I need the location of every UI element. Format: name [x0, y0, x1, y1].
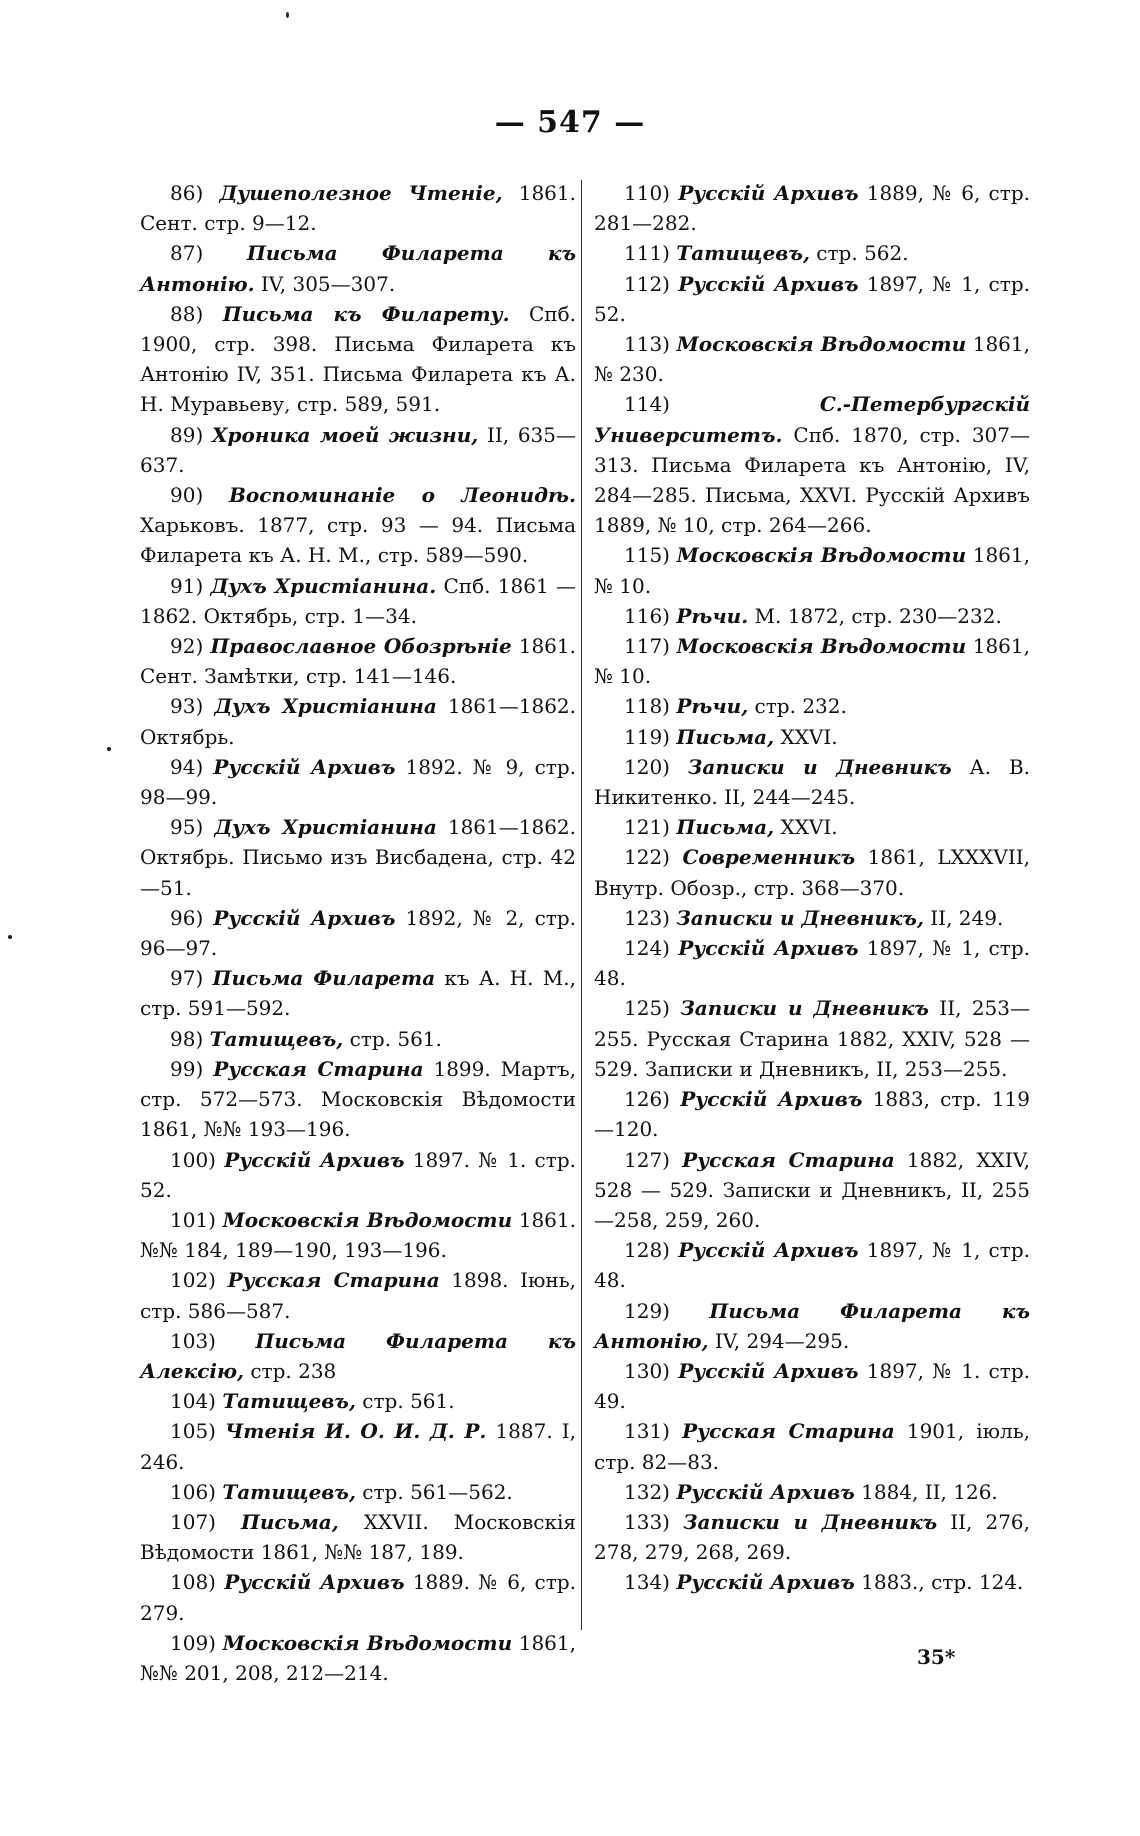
footnote-entry: 92) Православное Обозрѣніе 1861. Сент. Замѣтки, стр. 141—146.	[140, 634, 576, 689]
footnote-entry: 126) Русскій Архивъ 1883, стр. 119—120.	[594, 1087, 1030, 1142]
footnote-entry: 111) Татищевъ, стр. 562.	[624, 241, 909, 266]
footnote-entry: 94) Русскій Архивъ 1892. № 9, стр. 98—99.	[140, 754, 577, 810]
footnote-entry: 107) Письма, XXVII. Московскія Вѣдомости 1861, №№ 187, 189.	[140, 1509, 576, 1565]
footnote-entry: 96) Русскій Архивъ 1892, № 2, стр. 96—97.	[140, 905, 577, 961]
footnote-entry: 99) Русская Старина 1899. Мартъ, стр. 572—573. Московскія Вѣдомости 1861, №№ 193—196.	[140, 1056, 577, 1142]
footnote-entry: 93) Духъ Христіанина 1861—1862. Октябрь.	[140, 694, 577, 749]
notes-right-column	[594, 178, 1030, 1598]
footnote-entry: 90) Воспоминаніе о Леонидѣ. Харьковъ. 1877, стр. 93 — 94. Письма Филарета къ А. Н. М., стр. 589—590.	[140, 483, 576, 568]
footnote-entry: 124) Русскій Архивъ 1897, № 1, стр. 48.	[594, 936, 1030, 991]
footnote-entry: 89) Хроника моей жизни, II, 635—637.	[140, 422, 577, 477]
footnote-entry: 116) Рѣчи. М. 1872, стр. 230—232.	[624, 603, 1002, 628]
footnote-entry: 118) Рѣчи, стр. 232.	[624, 694, 847, 719]
printer-signature-mark: 35*	[917, 1645, 956, 1669]
footnote-entry: 105) Чтенія И. О. И. Д. Р. 1887. I, 246.	[140, 1419, 576, 1474]
footnote-entry: 87) Письма Филарета къ Антонію. IV, 305—307.	[140, 241, 576, 296]
page-number: — 547 —	[494, 105, 646, 140]
footnote-entry: 91) Духъ Христіанина. Спб. 1861 —1862. Октябрь, стр. 1—34.	[140, 573, 576, 628]
footnote-entry: 113) Московскія Вѣдомости 1861, № 230.	[594, 332, 1030, 387]
footnote-entry: 131) Русская Старина 1901, іюль, стр. 82—83.	[594, 1419, 1031, 1474]
footnote-entry: 125) Записки и Дневникъ II, 253—255. Русская Старина 1882, XXIV, 528 — 529. Записки и Дневникъ, II, 253—255.	[594, 996, 1030, 1081]
footnote-entry: 86) Душеполезное Чтеніе, 1861. Сент. стр. 9—12.	[140, 181, 576, 236]
footnote-entry: 130) Русскій Архивъ 1897, № 1. стр. 49.	[594, 1358, 1030, 1414]
footnote-entry: 97) Письма Филарета къ А. Н. М., стр. 591—592.	[140, 966, 576, 1021]
footnote-entry: 106) Татищевъ, стр. 561—562.	[170, 1479, 513, 1504]
footnote-entry: 88) Письма къ Филарету. Спб. 1900, стр. 398. Письма Филарета къ Антонію IV, 351. Письма Филарета къ А. Н. Муравьеву, стр. 589, 591.	[140, 301, 577, 417]
footnote-entry: 120) Записки и Дневникъ А. В. Никитенко. II, 244—245.	[594, 754, 1031, 810]
footnote-entry: 132) Русскій Архивъ 1884, II, 126.	[624, 1479, 998, 1504]
footnote-entry: 129) Письма Филарета къ Антонію, IV, 294—295.	[594, 1298, 1031, 1353]
print-speck	[8, 935, 12, 939]
footnote-entry: 133) Записки и Дневникъ II, 276, 278, 279, 268, 269.	[594, 1509, 1031, 1565]
footnote-entry: 109) Московскія Вѣдомости 1861, №№ 201, 208, 212—214.	[140, 1630, 576, 1685]
footnote-entry: 100) Русскій Архивъ 1897. № 1. стр. 52.	[140, 1147, 576, 1202]
footnote-entry: 115) Московскія Вѣдомости 1861, № 10.	[594, 543, 1030, 598]
footnote-entry: 102) Русская Старина 1898. Іюнь, стр. 586—587.	[140, 1268, 577, 1323]
column-divider	[581, 180, 582, 1630]
footnote-entry: 114) С.-Петербургскій Университетъ. Спб. 1870, стр. 307—313. Письма Филарета къ Антонію, IV, 284—285. Письма, XXVI. Русскій Архивъ 1889, № 10, стр. 264—266.	[594, 392, 1030, 538]
footnote-entry: 123) Записки и Дневникъ, II, 249.	[624, 905, 1004, 930]
print-speck	[107, 747, 111, 751]
footnote-entry: 127) Русская Старина 1882, XXIV, 528 — 529. Записки и Дневникъ, II, 255—258, 259, 260.	[594, 1147, 1030, 1232]
footnote-entry: 122) Современникъ 1861, LXXXVII, Внутр. Обозр., стр. 368—370.	[594, 845, 1030, 900]
footnote-entry: 104) Татищевъ, стр. 561.	[170, 1389, 455, 1414]
footnote-entry: 117) Московскія Вѣдомости 1861, № 10.	[594, 634, 1030, 689]
footnote-entry: 134) Русскій Архивъ 1883., стр. 124.	[624, 1570, 1024, 1595]
footnote-entry: 128) Русскій Архивъ 1897, № 1, стр. 48.	[594, 1238, 1030, 1293]
footnote-entry: 119) Письма, XXVI.	[624, 724, 838, 749]
footnote-entry: 95) Духъ Христіанина 1861—1862. Октябрь. Письмо изъ Висбадена, стр. 42—51.	[140, 815, 577, 900]
footnote-entry: 110) Русскій Архивъ 1889, № 6, стр. 281—282.	[594, 181, 1030, 236]
footnote-entry: 112) Русскій Архивъ 1897, № 1, стр. 52.	[594, 271, 1030, 326]
notes-left-column	[140, 178, 576, 1688]
footnote-entry: 103) Письма Филарета къ Алексію, стр. 238	[140, 1328, 577, 1383]
footnote-entry: 101) Московскія Вѣдомости 1861. №№ 184, 189—190, 193—196.	[140, 1207, 576, 1263]
footnote-entry: 98) Татищевъ, стр. 561.	[170, 1026, 442, 1051]
footnote-entry: 108) Русскій Архивъ 1889. № 6, стр. 279.	[140, 1570, 576, 1625]
footnote-entry: 121) Письма, XXVI.	[624, 815, 838, 840]
print-speck	[286, 12, 289, 18]
